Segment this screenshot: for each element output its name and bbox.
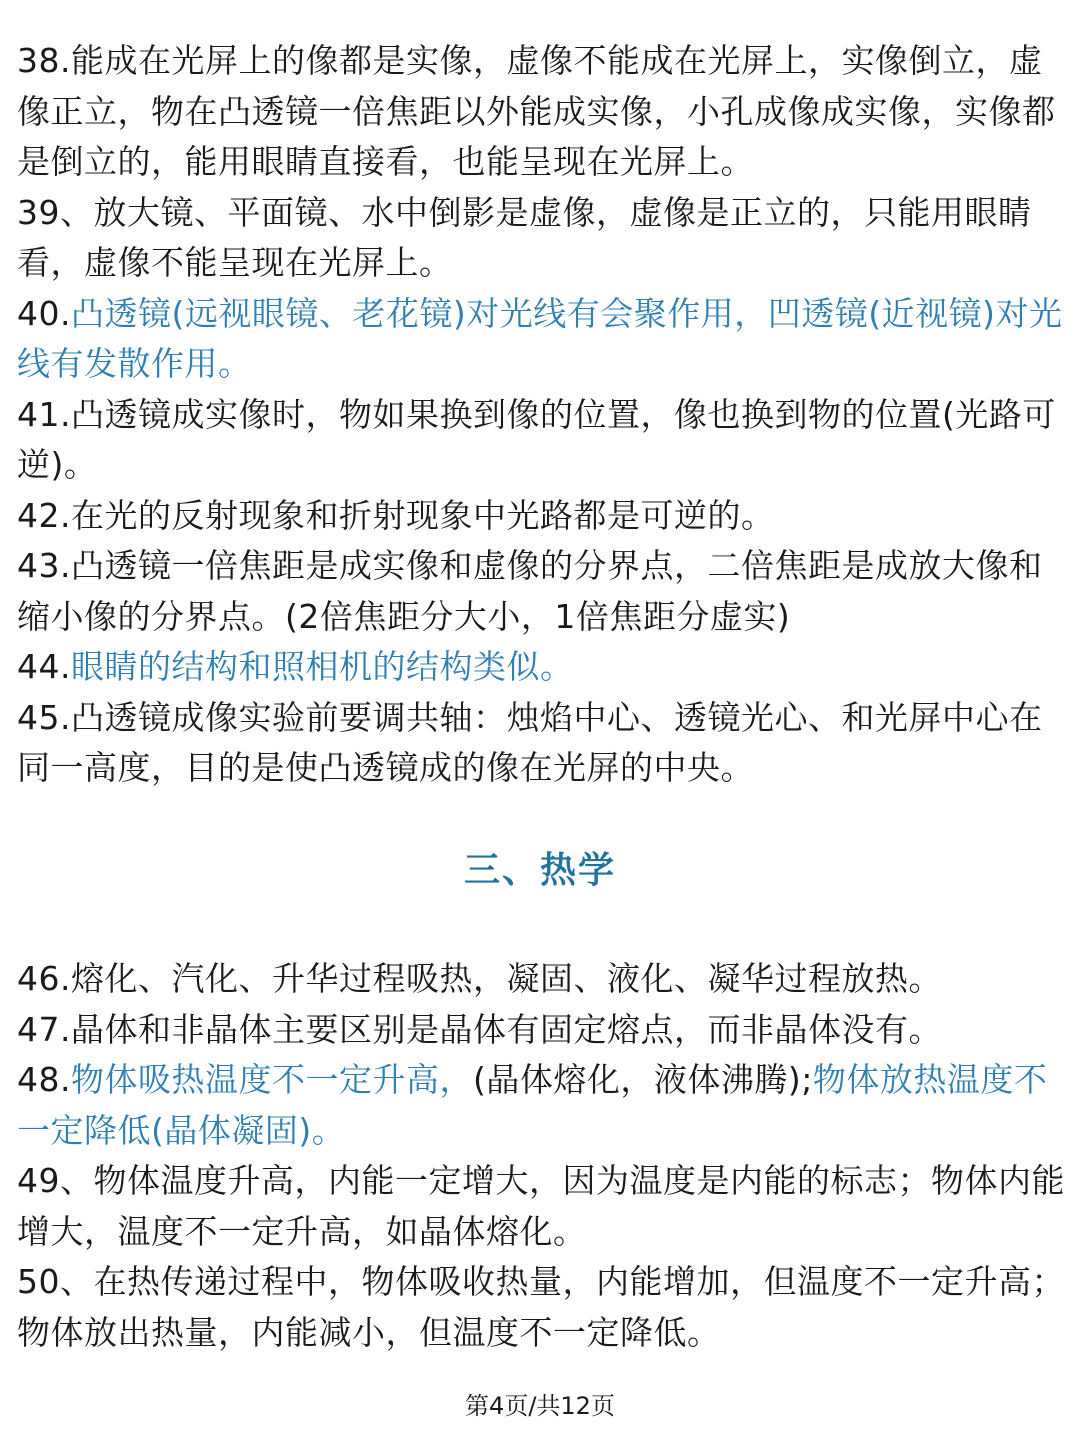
note-text: 42.在光的反射现象和折射现象中光路都是可逆的。: [17, 495, 775, 535]
note-text: 41.凸透镜成实像时，物如果换到像的位置，像也换到物的位置(光路可逆)。: [17, 394, 1056, 484]
page-number: 第4页/共12页: [465, 1392, 615, 1420]
note-39: [17, 188, 1067, 289]
note-text: 39、放大镜、平面镜、水中倒影是虚像，虚像是正立的，只能用眼睛看，虚像不能呈现在光屏上。: [17, 192, 1032, 282]
note-text: 47.晶体和非晶体主要区别是晶体有固定熔点，而非晶体没有。: [17, 1009, 942, 1049]
note-48: [17, 1055, 1067, 1156]
note-text: (晶体熔化，液体沸腾);: [472, 1060, 813, 1099]
note-number: 44.: [17, 647, 71, 686]
note-40: [17, 289, 1067, 390]
note-number: 48.: [17, 1060, 71, 1099]
note-text: 43.凸透镜一倍焦距是成实像和虚像的分界点，二倍焦距是成放大像和缩小像的分界点。(2倍焦距分大小，1倍焦距分虚实): [17, 546, 1043, 636]
note-highlight-text: 凸透镜(远视眼镜、老花镜)对光线有会聚作用，凹透镜(近视镜)对光线有发散作用。: [17, 293, 1063, 383]
note-text: 50、在热传递过程中，物体吸收热量，内能增加，但温度不一定升高；物体放出热量，内能减小，但温度不一定降低。: [17, 1262, 1065, 1352]
note-46: [17, 954, 1067, 1005]
thermal-notes-block: [17, 954, 1067, 1358]
note-50: [17, 1257, 1067, 1358]
note-text: 45.凸透镜成像实验前要调共轴：烛焰中心、透镜光心、和光屏中心在同一高度，目的是使凸透镜成的像在光屏的中央。: [17, 697, 1043, 787]
note-38: [17, 36, 1067, 188]
note-text: 38.能成在光屏上的像都是实像，虚像不能成在光屏上，实像倒立，虚像正立，物在凸透镜一倍焦距以外能成实像，小孔成像成实像，实像都是倒立的，能用眼睛直接看，也能呈现在光屏上。: [17, 41, 1056, 181]
note-number: 40.: [17, 293, 71, 333]
note-42: [17, 491, 1067, 542]
note-highlight-text: 物体放热温度不一定降低(晶体凝固)。: [17, 1060, 1048, 1150]
note-45: [17, 693, 1067, 794]
note-47: [17, 1005, 1067, 1056]
section-title: 三、热学: [446, 838, 634, 904]
note-41: [17, 390, 1067, 491]
note-44: [17, 642, 1067, 693]
note-highlight-text: 物体吸热温度不一定升高，: [70, 1060, 473, 1099]
note-text: 46.熔化、汽化、升华过程吸热，凝固、液化、凝华过程放热。: [17, 959, 942, 998]
note-43: [17, 541, 1067, 642]
note-text: 49、物体温度升高，内能一定增大，因为温度是内能的标志；物体内能增大，温度不一定升高，如晶体熔化。: [17, 1161, 1065, 1251]
section-heading-wrap: [0, 838, 1080, 908]
optics-notes-block: [17, 36, 1067, 794]
note-highlight-text: 眼睛的结构和照相机的结构类似。: [70, 647, 574, 686]
note-49: [17, 1156, 1067, 1257]
